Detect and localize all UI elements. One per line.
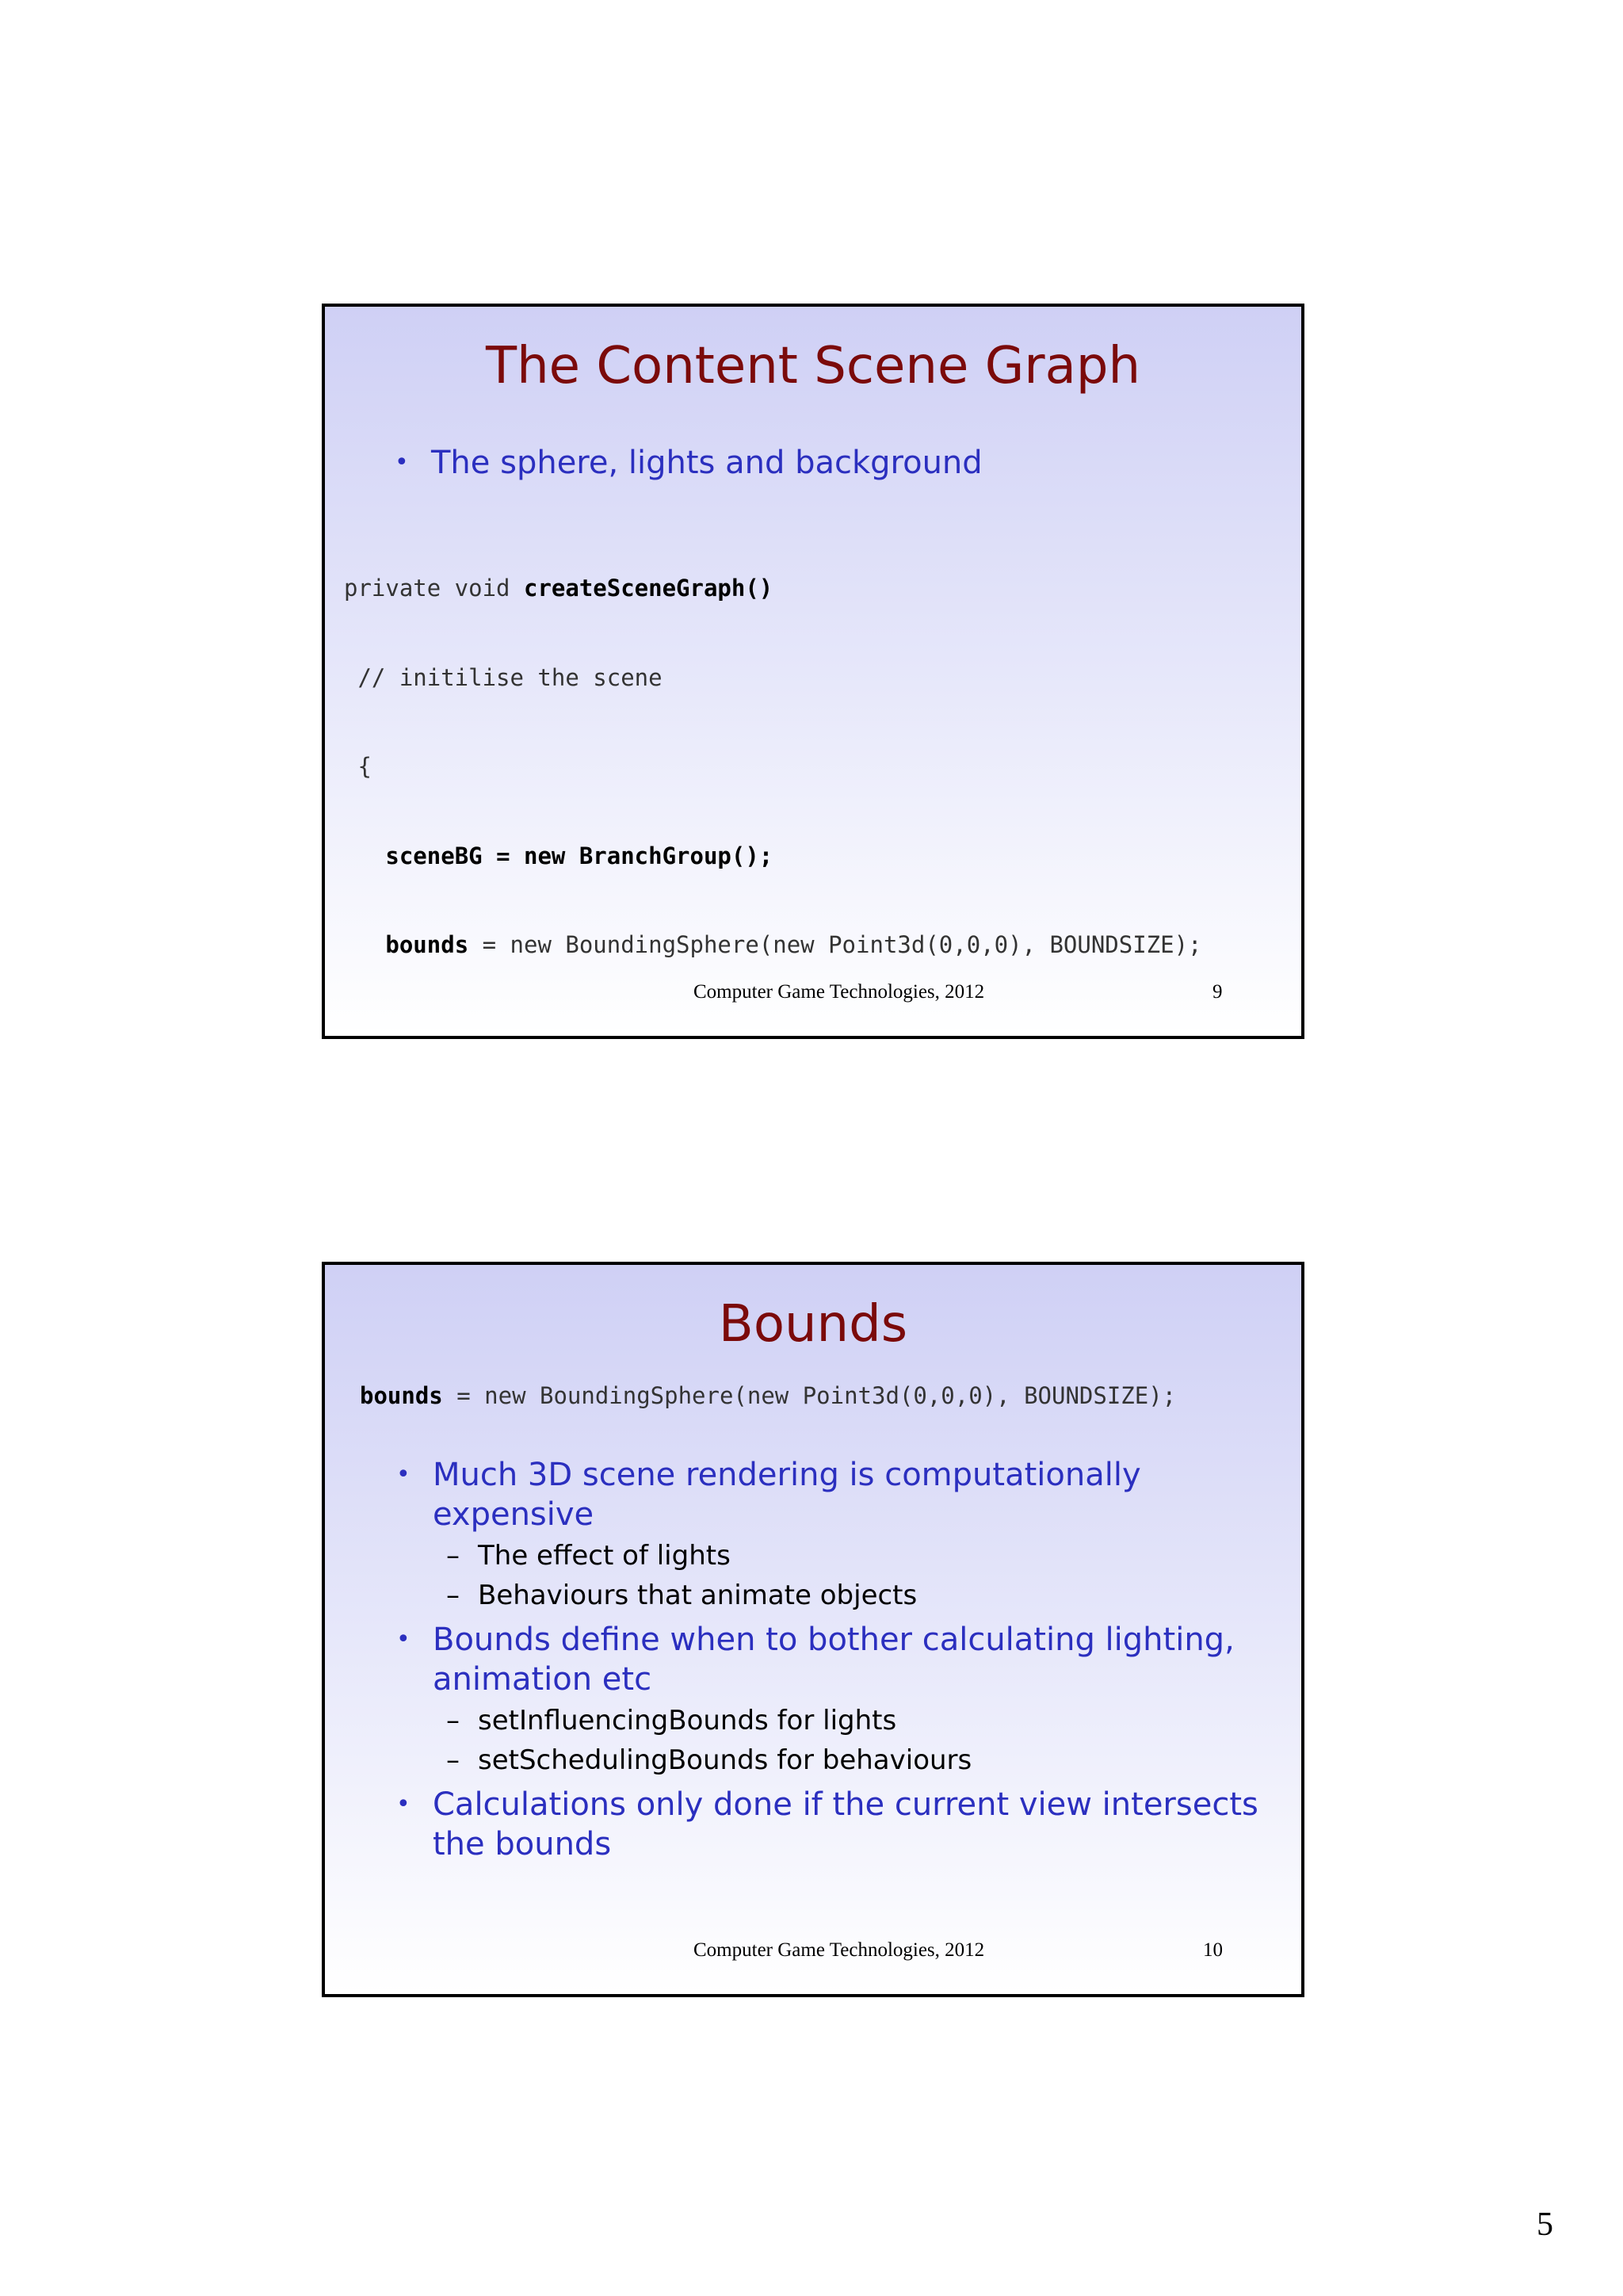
- sub-text: setSchedulingBounds for behaviours: [478, 1744, 972, 1776]
- sub-item: [446, 1701, 897, 1740]
- bullet-dot-icon: •: [396, 1461, 411, 1488]
- bullet-dot-icon: •: [396, 1790, 411, 1818]
- dash-icon: –: [446, 1580, 460, 1611]
- slide-10: [322, 1262, 1304, 1997]
- sub-item: [446, 1536, 731, 1576]
- sub-text: setInfluencingBounds for lights: [478, 1705, 897, 1736]
- bullet-dot-icon: •: [395, 449, 409, 476]
- slide-number: 9: [1212, 981, 1223, 1003]
- page-number: 5: [1537, 2206, 1553, 2243]
- slide-title: The Content Scene Graph: [485, 337, 1141, 395]
- dash-icon: –: [446, 1744, 460, 1776]
- bullet-text: The sphere, lights and background: [431, 445, 983, 481]
- code-line: private void createSceneGraph(): [344, 575, 773, 602]
- sub-text: The effect of lights: [478, 1540, 731, 1572]
- slide-number: 10: [1203, 1939, 1223, 1961]
- sub-text: Behaviours that animate objects: [478, 1580, 918, 1611]
- code-line: bounds = new BoundingSphere(new Point3d(0,0,0), BOUNDSIZE);: [385, 931, 1202, 958]
- bullet-text: Calculations only done if the current view intersects the bounds: [433, 1786, 1258, 1862]
- bullet-dot-icon: •: [396, 1626, 411, 1653]
- sub-item: [446, 1740, 972, 1780]
- slide-title: Bounds: [718, 1295, 908, 1354]
- slide-footer: Computer Game Technologies, 2012: [693, 981, 985, 1003]
- code-line: sceneBG = new BranchGroup();: [385, 842, 773, 869]
- bullet-item: [395, 443, 983, 483]
- code-line: [344, 1020, 1202, 1040]
- dash-icon: –: [446, 1705, 460, 1736]
- code-line: bounds = new BoundingSphere(new Point3d(0,0,0), BOUNDSIZE);: [360, 1382, 1177, 1409]
- bullet-text: Much 3D scene rendering is computationally expensive: [433, 1457, 1141, 1533]
- bullet-item: [396, 1620, 1273, 1699]
- bullet-item: [396, 1455, 1273, 1534]
- slide-footer: Computer Game Technologies, 2012: [693, 1939, 985, 1961]
- bullet-item: [396, 1785, 1273, 1864]
- code-line: {: [344, 753, 372, 780]
- bullet-text: Bounds define when to bother calculating lighting, animation etc: [433, 1622, 1235, 1698]
- code-block: [344, 514, 1202, 1039]
- code-line: // initilise the scene: [344, 663, 663, 691]
- slide-9: [322, 304, 1304, 1039]
- dash-icon: –: [446, 1540, 460, 1572]
- sub-item: [446, 1576, 918, 1615]
